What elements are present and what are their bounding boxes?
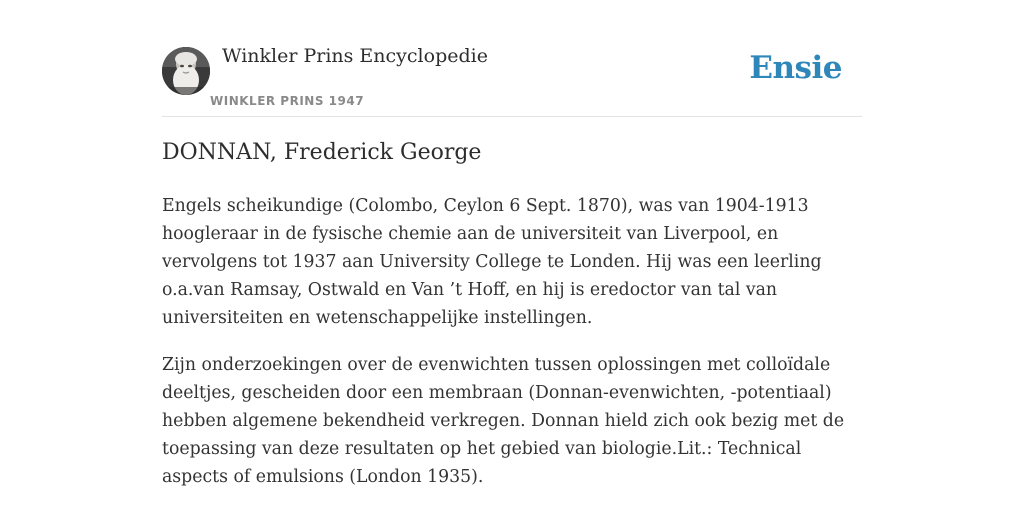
article-title: DONNAN, Frederick George [162,140,482,165]
source-avatar[interactable] [162,47,210,95]
source-title-link[interactable]: Winkler Prins Encyclopedie [222,45,488,67]
source-subtitle: WINKLER PRINS 1947 [210,94,365,108]
article-paragraph-1: Engels scheikundige (Colombo, Ceylon 6 Sept. 1870), was van 1904-1913 hoogleraar in de fysische chemie aan de universiteit van Liverpool, en vervolgens tot 1937 aan University College te Londen. Hij was een leerling o.a.van Ramsay, Ostwald en Van ’t Hoff, en hij is eredoctor van tal van universiteiten en wetenschappelijke instellingen. [162,196,822,328]
article-paragraph-2: Zijn onderzoekingen over de evenwichten tussen oplossingen met colloïdale deeltjes, gescheiden door een membraan (Donnan-evenwichten, -potentiaal) hebben algemene bekendheid verkregen. Donnan hield zich ook bezig met de toepassing van deze resultaten op het gebied van biologie.Lit.: Technical aspects of emulsions (London 1935). [162,355,845,487]
ensie-logo-link[interactable]: Ensie [749,50,842,86]
bearded-man-portrait-icon [162,47,210,95]
page-header [162,0,862,117]
